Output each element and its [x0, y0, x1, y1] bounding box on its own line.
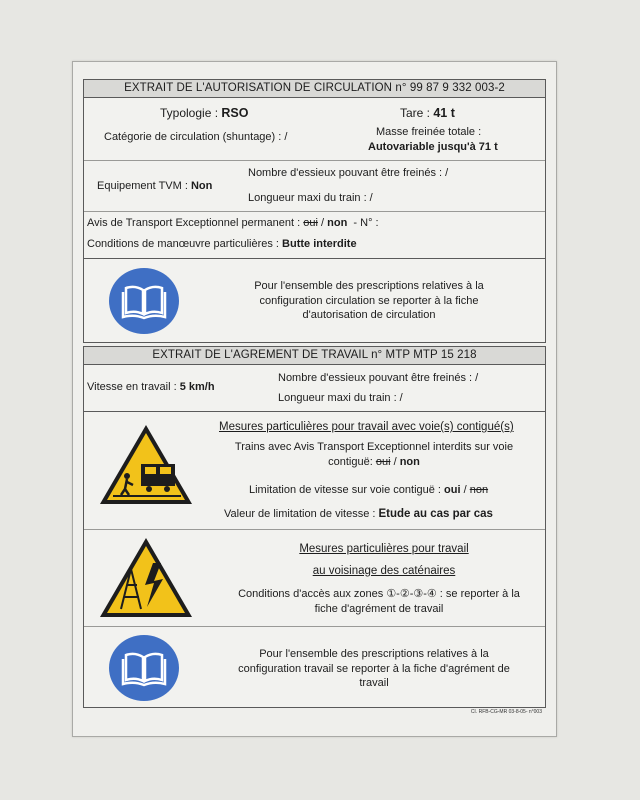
track-warning-icon — [97, 422, 195, 508]
valeur-value: Etude au cas par cas — [378, 508, 493, 520]
row-typologie — [84, 98, 545, 161]
masse-value: Autovariable jusqu'à 71 t — [368, 141, 498, 153]
book-icon — [107, 633, 181, 703]
tvm-label: Equipement TVM : — [97, 180, 191, 192]
avis-label: Avis de Transport Exceptionnel permanent : — [87, 217, 304, 229]
panel-travail-title-text: EXTRAIT DE L'AGREMENT DE TRAVAIL n° MTP MTP 15 218 — [152, 349, 477, 361]
trains-non: non — [399, 455, 420, 468]
conditions-value: Butte interdite — [282, 238, 357, 250]
longueur-label: Longueur maxi du train : / — [248, 192, 373, 204]
panel-travail — [83, 346, 546, 708]
avis-sep: / — [317, 217, 328, 229]
longueur2-label: Longueur maxi du train : / — [278, 392, 403, 404]
vitesse-label: Vitesse en travail : — [87, 381, 180, 393]
book-icon — [107, 266, 181, 336]
acces-line1: Conditions d'accès aux zones ①-②-③-④ : se reporter à la — [238, 588, 520, 600]
tvm — [97, 180, 212, 192]
catenaires-title2: au voisinage des caténaires — [312, 565, 456, 577]
note-circulation-line3: d'autorisation de circulation — [302, 309, 436, 321]
note-circulation-line2: configuration circulation se reporter à la fiche — [259, 294, 479, 307]
valeur — [224, 508, 493, 520]
categorie-label: Catégorie de circulation (shuntage) : / — [104, 131, 288, 143]
row-catenaires — [84, 530, 545, 627]
vitesse — [87, 381, 215, 393]
masse-label: Masse freinée totale : — [376, 126, 482, 138]
row-vitesse — [84, 365, 545, 412]
essieux2-label: Nombre d'essieux pouvant être freinés : / — [278, 372, 479, 384]
catenaires-title — [234, 538, 534, 582]
tvm-value: Non — [190, 180, 213, 192]
panel-travail-title — [84, 347, 545, 365]
note-travail-line1: Pour l'ensemble des prescriptions relatives à la — [259, 648, 489, 660]
tare-value: 41 t — [433, 106, 455, 120]
limitation-oui: oui — [444, 484, 461, 496]
trains-line1: Trains avec Avis Transport Exceptionnel interdits sur voie — [234, 441, 514, 453]
note-travail — [214, 647, 534, 691]
avis-n: - N° : — [347, 217, 379, 229]
mesures-title-text: Mesures particulières pour travail avec voie(s) contigué(s) — [219, 421, 514, 433]
electric-warning-icon — [97, 535, 195, 621]
panel-circulation — [83, 79, 546, 343]
conditions — [87, 238, 357, 250]
row-tvm — [84, 161, 545, 212]
panel-circulation-title-text: EXTRAIT DE L'AUTORISATION DE CIRCULATION n° 99 87 9 332 003-2 — [124, 82, 505, 94]
limitation-non: non — [469, 484, 489, 496]
row-voie-contigue — [84, 412, 545, 530]
trains-line2 — [214, 455, 534, 470]
note-travail-line2: configuration travail se reporter à la fiche d'agrément de — [238, 662, 510, 675]
conditions-label: Conditions de manœuvre particulières : — [87, 238, 283, 250]
acces-line2: fiche d'agrément de travail — [314, 602, 444, 615]
catenaires-title1: Mesures particulières pour travail — [299, 543, 469, 555]
tare — [400, 106, 455, 120]
avis-non: non — [327, 217, 348, 229]
trains-oui: oui — [375, 455, 391, 468]
typologie — [160, 106, 248, 120]
note-circulation — [214, 279, 524, 323]
valeur-label: Valeur de limitation de vitesse : — [224, 508, 379, 520]
trains-avis — [214, 440, 534, 469]
trains-prefix: contiguë: — [328, 455, 376, 468]
acces — [214, 587, 544, 616]
tare-label: Tare : — [400, 106, 434, 120]
limitation-label: Limitation de vitesse sur voie contiguë : — [249, 484, 445, 496]
typologie-value: RSO — [221, 106, 249, 120]
row-note-travail — [84, 627, 545, 711]
avis — [87, 217, 379, 229]
typologie-label: Typologie : — [160, 106, 222, 120]
limitation — [249, 484, 488, 496]
plate — [72, 61, 557, 737]
limitation-sep: / — [460, 484, 470, 496]
essieux-label: Nombre d'essieux pouvant être freinés : / — [248, 167, 449, 179]
row-avis — [84, 212, 545, 259]
row-note-circulation — [84, 259, 545, 343]
note-travail-line3: travail — [359, 677, 389, 689]
vitesse-value: 5 km/h — [179, 381, 215, 393]
note-circulation-line1: Pour l'ensemble des prescriptions relatives à la — [254, 280, 484, 292]
avis-oui: oui — [303, 217, 318, 229]
mesures-title — [219, 421, 514, 433]
panel-circulation-title — [84, 80, 545, 98]
footer-code: CI. RFB-CG-MR 03-8-05- n°003 — [470, 709, 542, 715]
trains-sep: / — [390, 455, 400, 468]
